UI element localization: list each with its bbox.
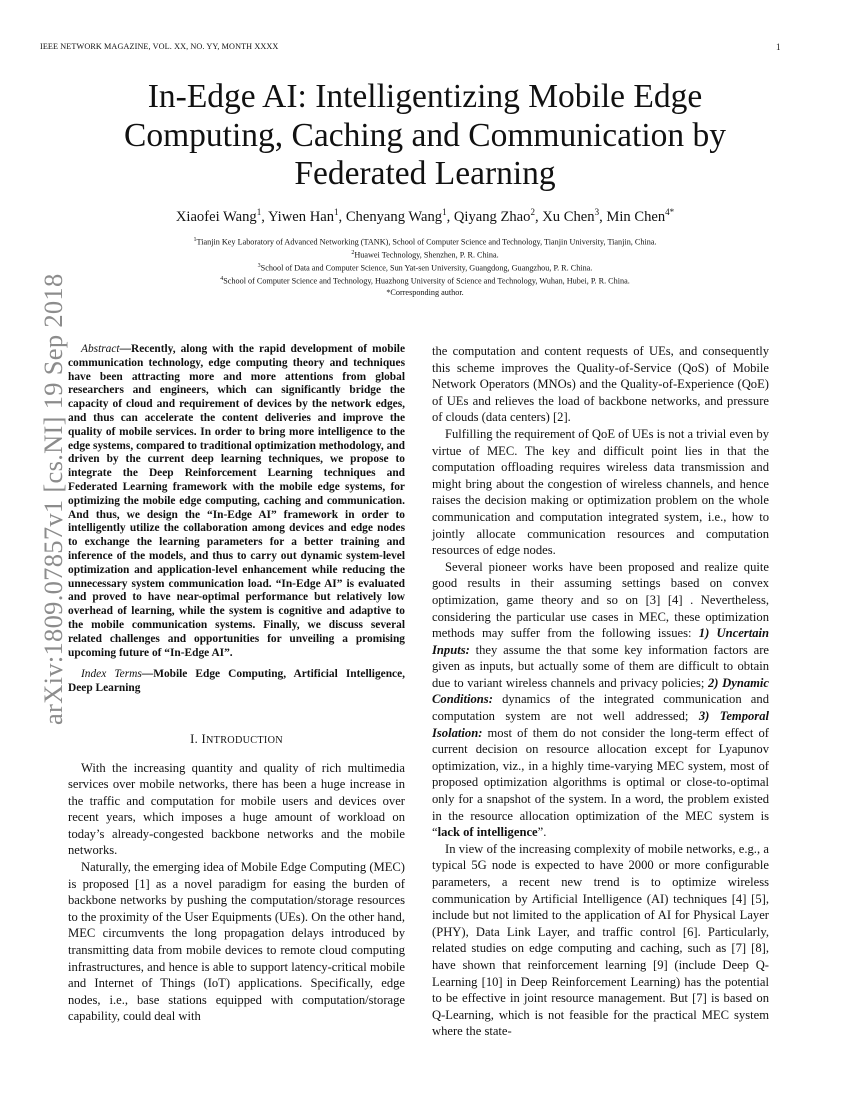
- author-list: [60, 207, 790, 226]
- running-head: IEEE NETWORK MAGAZINE, VOL. XX, NO. YY, MONTH XXXX: [40, 42, 279, 51]
- author: Chenyang Wang$^1$,: [345, 207, 454, 225]
- paper-title: [60, 78, 790, 194]
- author: Min Chen$^{4*}$: [606, 207, 675, 225]
- page-number: 1: [776, 42, 781, 52]
- issue-uncertain-inputs: 1) Uncertain Inputs:: [432, 626, 769, 657]
- title-line-3: Federated Learning: [294, 155, 556, 192]
- abstract-text: —Recently, along with the rapid development of mobile communication technology, edge computing theory and techniques have been attracting more and more attentions from global researchers and engineers, which can significantly bridge the capacity of cloud and requirement of devices by the network edges, and thus can accelerate the content deliveries and improve the quality of mobile services. In order to bring more intelligence to the edge systems, compared to traditional optimization methodology, and driven by the current deep learning techniques, we propose to integrate the Deep Reinforcement Learning techniques and Federated Learning framework with the mobile edge systems, for optimizing the mobile edge computing, caching and communication. And thus, we design the “In-Edge AI” framework in order to intelligently utilize the collaboration among devices and edge nodes to exchange the learning parameters for a better training and inference of the models, and thus to carry out dynamic system-level optimization and application-level enhancement while reducing the unnecessary system communication load. “In-Edge AI” is evaluated and proved to have near-optimal performance but relatively low overhead of learning, while the system is cognitive and adaptive to the mobile communication systems. Finally, we discuss several related challenges and opportunities for unveiling a promising upcoming future of “In-Edge AI”.: [68, 343, 405, 659]
- abstract-label: Abstract: [81, 343, 120, 355]
- index-terms-text: —Mobile Edge Computing, Artificial Intelligence, Deep Learning: [68, 668, 405, 695]
- index-terms-label: Index Terms: [81, 668, 142, 681]
- arxiv-stamp: arXiv:1809.07857v1 [cs.NI] 19 Sep 2018: [38, 273, 68, 725]
- issue-temporal-isolation: 3) Temporal Isolation:: [432, 709, 769, 740]
- author: Xiaofei Wang$^1$,: [175, 207, 268, 225]
- author: Xu Chen$^3$,: [542, 207, 607, 225]
- paragraph: the computation and content requests of UEs, and consequently this scheme improves the Quality-of-Service (QoS) of Mobile Network Operators (MNOs) and the Quality-of-Experience (QoE) of UEs and relieves the load of backbone networks, and pressure of clouds (data centers) [2].: [432, 344, 769, 425]
- paragraph: Several pioneer works have been proposed and realize quite good results in their assuming settings based on convex optimization, game theory and so on [3] [4] . Nevertheless, considering the particular use cases in MEC, these optimization methods may suffer from the following issues: 1) Uncertain Inputs: they assume the that some key information factors are given as inputs, but actually some of them are difficult to obtain due to variant wireless channels and privacy policies; 2) Dynamic Conditions: dynamics of the integrated communication and computation system are not well addressed; 3) Temporal Isolation: most of them do not consider the long-term effect of current decision on resource allocation except for Lyapunov optimization, viz., in a highly time-varying MEC system, most of proposed optimization algorithms is optimal or close-to-optimal only for a snapshot of the system. In a word, the problem existed in the resource allocation optimization of the MEC system is “lack of intelligence”.: [432, 559, 769, 840]
- paragraph: In view of the increasing complexity of mobile networks, e.g., a typical 5G node is expected to have 2000 or more configurable parameters, a recent new trend is to optimize wireless communication by Artificial Intelligence (AI) techniques [4] [5], include but not limited to the application of AI for Physical Layer (PHY), Data Link Layer, and traffic control [6]. Particularly, related studies on edge computing and caching, such as [7] [8], have shown that reinforcement learning [9] (include Deep Q-Learning [10] in Deep Reinforcement Learning) has the potential to be effective in joint resource management. But [7] is based on Q-Learning, which is not feasible for the practical MEC system where the state-: [432, 841, 769, 1039]
- abstract: [68, 343, 405, 660]
- affiliations: [60, 235, 790, 298]
- title-line-2: Computing, Caching and Communication by: [123, 116, 727, 154]
- index-terms: [68, 668, 405, 696]
- lack-of-intelligence-emphasis: lack of intelligence: [437, 825, 538, 840]
- title-line-1: In-Edge AI: Intelligentizing Mobile Edge: [147, 78, 703, 115]
- affiliation: $^1$Tianjin Key Laboratory of Advanced Networking (TANK), School of Computer Science and Technology, Tianjin University, Tianjin, China.: [193, 237, 657, 247]
- affiliation: $^3$School of Data and Computer Science, Sun Yat-sen University, Guangdong, Guangzhou, P. R. China.: [257, 262, 593, 273]
- paragraph: With the increasing quantity and quality of rich multimedia services over mobile networks, there has been a huge increase in the traffic and computation for mobile users and devices over recent years, which imposes a huge amount of workload on today’s already-congested backbone networks and the mobile networks.: [68, 760, 405, 858]
- affiliation: $^4$School of Computer Science and Technology, Huazhong University of Science and Technology, Wuhan, Hubei, P. R. China.: [220, 275, 630, 286]
- affiliation: $^2$Huawei Technology, Shenzhen, P. R. China.: [351, 249, 499, 260]
- left-column: [68, 343, 405, 1025]
- paragraph: Naturally, the emerging idea of Mobile Edge Computing (MEC) is proposed [1] as a novel paradigm for easing the burden of backbone networks by pushing the computation/storage resources to the proximity of the User Equipments (UEs). On the other hand, MEC circumvents the long propagation delays introduced by transmitting data from mobile devices to remote cloud computing infrastructures, and hence is able to support latency-critical mobile and Internet of Things (IoT) applications. Specifically, edge nodes, i.e., base stations equipped with computation/storage capability, could deal with: [68, 860, 405, 1024]
- corresponding-author-note: *Corresponding author.: [386, 287, 464, 297]
- section-heading-introduction: I. INTRODUCTION: [190, 731, 283, 746]
- author: Qiyang Zhao$^2$,: [453, 207, 543, 225]
- issue-dynamic-conditions: 2) Dynamic Conditions:: [432, 675, 769, 707]
- right-column: [432, 343, 769, 1040]
- author: Yiwen Han$^1$,: [267, 207, 346, 225]
- paragraph: Fulfilling the requirement of QoE of UEs is not a trivial even by virtue of MEC. The key and difficult point lies in that the computation offloading requires wireless data transmission and might bring about the congestion of wireless channels, and hence raises the decision making or optimization problem on the whole communication and computation integrated system, i.e., how to jointly allocate communication resources and computation resources of edge nodes.: [432, 426, 769, 558]
